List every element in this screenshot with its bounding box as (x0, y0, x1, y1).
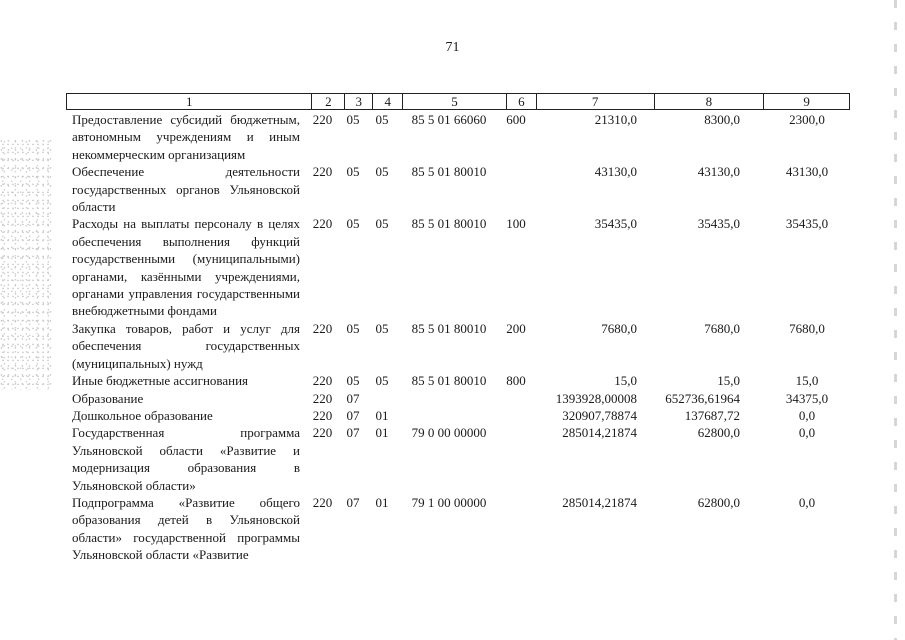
row-amount-3: 0,0 (798, 494, 816, 510)
row-amount-2: 15,0 (717, 373, 740, 389)
row-code-subsection: 05 (375, 112, 389, 127)
row-code-article (397, 390, 501, 407)
row-amount-3: 34375,0 (785, 390, 829, 406)
header-col-8: 8 (655, 94, 765, 109)
row-code-section: 07 (346, 494, 360, 510)
row-code-article: 85 5 01 80010 (411, 164, 487, 180)
table-row (66, 424, 850, 494)
row-amount-1: 1393928,00008 (555, 390, 637, 406)
row-code-ministry: 220 (312, 425, 333, 441)
table-row (66, 111, 850, 163)
row-amount-1: 15,0 (614, 373, 637, 389)
row-code-ministry: 220 (312, 216, 333, 232)
row-code-section: 05 (346, 112, 360, 127)
row-name: Расходы на выплаты персоналу в целях обеспечения выполнения функций государственными (муниципальными) органами, казёнными учреждениями, органами управления государственными внебюджетными фондами (72, 216, 300, 319)
row-code-subsection: 05 (375, 320, 389, 336)
row-amount-1: 21310,0 (594, 112, 637, 127)
row-code-section: 05 (346, 216, 360, 232)
row-amount-2: 7680,0 (704, 320, 740, 336)
row-code-section: 07 (346, 425, 360, 441)
row-amount-3: 2300,0 (789, 112, 825, 127)
scan-artifact (0, 140, 52, 390)
table-row (66, 494, 850, 564)
row-code-subsection: 01 (375, 494, 389, 510)
row-amount-1: 7680,0 (601, 320, 637, 336)
row-code-ministry: 220 (312, 373, 333, 389)
header-col-2: 2 (312, 94, 345, 109)
row-code-section: 05 (346, 164, 360, 180)
table-row (66, 372, 850, 389)
table-row (66, 320, 850, 372)
row-amount-1: 285014,21874 (562, 425, 637, 441)
row-amount-3: 15,0 (795, 373, 819, 389)
row-code-subsection: 05 (375, 216, 389, 232)
table-row (66, 390, 850, 407)
row-code-type (501, 407, 531, 424)
row-code-article: 85 5 01 80010 (411, 320, 487, 336)
row-code-type: 800 (506, 373, 526, 389)
row-code-article: 85 5 01 80010 (411, 373, 487, 389)
row-code-type (501, 163, 531, 215)
row-amount-3: 7680,0 (789, 320, 825, 336)
row-amount-2: 137687,72 (684, 407, 740, 423)
row-code-section: 05 (346, 373, 360, 389)
row-code-section: 05 (346, 320, 360, 336)
header-col-3: 3 (345, 94, 373, 109)
row-code-type: 200 (506, 320, 526, 336)
row-name: Иные бюджетные ассигнования (72, 373, 249, 389)
row-amount-2: 62800,0 (697, 425, 740, 441)
row-code-subsection: 01 (375, 425, 389, 441)
row-amount-2: 43130,0 (697, 164, 740, 180)
row-amount-3: 35435,0 (785, 216, 829, 232)
row-code-article: 79 1 00 00000 (411, 494, 487, 510)
header-col-9: 9 (803, 94, 810, 109)
row-name: Подпрограмма «Развитие общего образования детей в Ульяновской области» государственной программы Ульяновской области «Развитие (72, 494, 300, 563)
header-col-4: 4 (373, 94, 403, 109)
row-code-ministry: 220 (312, 494, 333, 510)
page-number: 71 (445, 40, 460, 55)
table-row (66, 163, 850, 215)
row-amount-1: 285014,21874 (562, 494, 637, 510)
row-amount-2: 35435,0 (697, 216, 740, 232)
row-code-article: 79 0 00 00000 (411, 425, 487, 441)
row-amount-3: 0,0 (798, 407, 816, 423)
row-code-section: 07 (346, 390, 360, 406)
table-body (66, 111, 850, 564)
row-code-article (397, 407, 501, 424)
header-col-7: 7 (537, 94, 655, 109)
table-row (66, 215, 850, 319)
row-code-ministry: 220 (312, 112, 333, 127)
row-code-ministry: 220 (312, 390, 333, 406)
row-code-type (501, 424, 531, 494)
row-name: Закупка товаров, работ и услуг для обеспечения государственных (муниципальных) нужд (72, 320, 300, 371)
header-col-6: 6 (507, 94, 537, 109)
row-amount-1: 35435,0 (594, 216, 637, 232)
row-code-ministry: 220 (312, 164, 333, 180)
row-code-article: 85 5 01 80010 (411, 216, 487, 232)
row-code-section: 07 (346, 407, 360, 423)
row-code-article: 85 5 01 66060 (411, 112, 487, 127)
row-name: Образование (72, 390, 144, 406)
row-amount-1: 43130,0 (594, 164, 637, 180)
row-code-subsection (367, 390, 397, 407)
row-name: Предоставление субсидий бюджетным, автономным учреждениям и иным некоммерческим организациям (72, 112, 300, 162)
row-code-ministry: 220 (312, 407, 333, 423)
row-code-subsection: 01 (375, 407, 389, 423)
table-header (66, 93, 850, 110)
row-code-ministry: 220 (312, 320, 333, 336)
row-code-subsection: 05 (375, 373, 389, 389)
table-row (66, 407, 850, 424)
row-amount-2: 8300,0 (704, 112, 740, 127)
row-name: Государственная программа Ульяновской области «Развитие и модернизация образования в Ульяновской области» (72, 425, 300, 493)
row-amount-2: 652736,61964 (665, 390, 740, 406)
row-amount-2: 62800,0 (697, 494, 740, 510)
row-name: Обеспечение деятельности государственных органов Ульяновской области (72, 164, 300, 215)
row-code-subsection: 05 (375, 164, 389, 180)
scan-edge-artifact (894, 0, 897, 640)
row-code-type: 600 (506, 112, 526, 127)
row-amount-3: 43130,0 (785, 164, 829, 180)
row-amount-3: 0,0 (798, 425, 816, 441)
row-amount-1: 320907,78874 (562, 407, 637, 423)
row-name: Дошкольное образование (72, 407, 213, 423)
header-col-5: 5 (403, 94, 507, 109)
row-code-type: 100 (506, 216, 526, 232)
row-code-type (501, 390, 531, 407)
row-code-type (501, 494, 531, 564)
header-col-1: 1 (67, 94, 312, 109)
